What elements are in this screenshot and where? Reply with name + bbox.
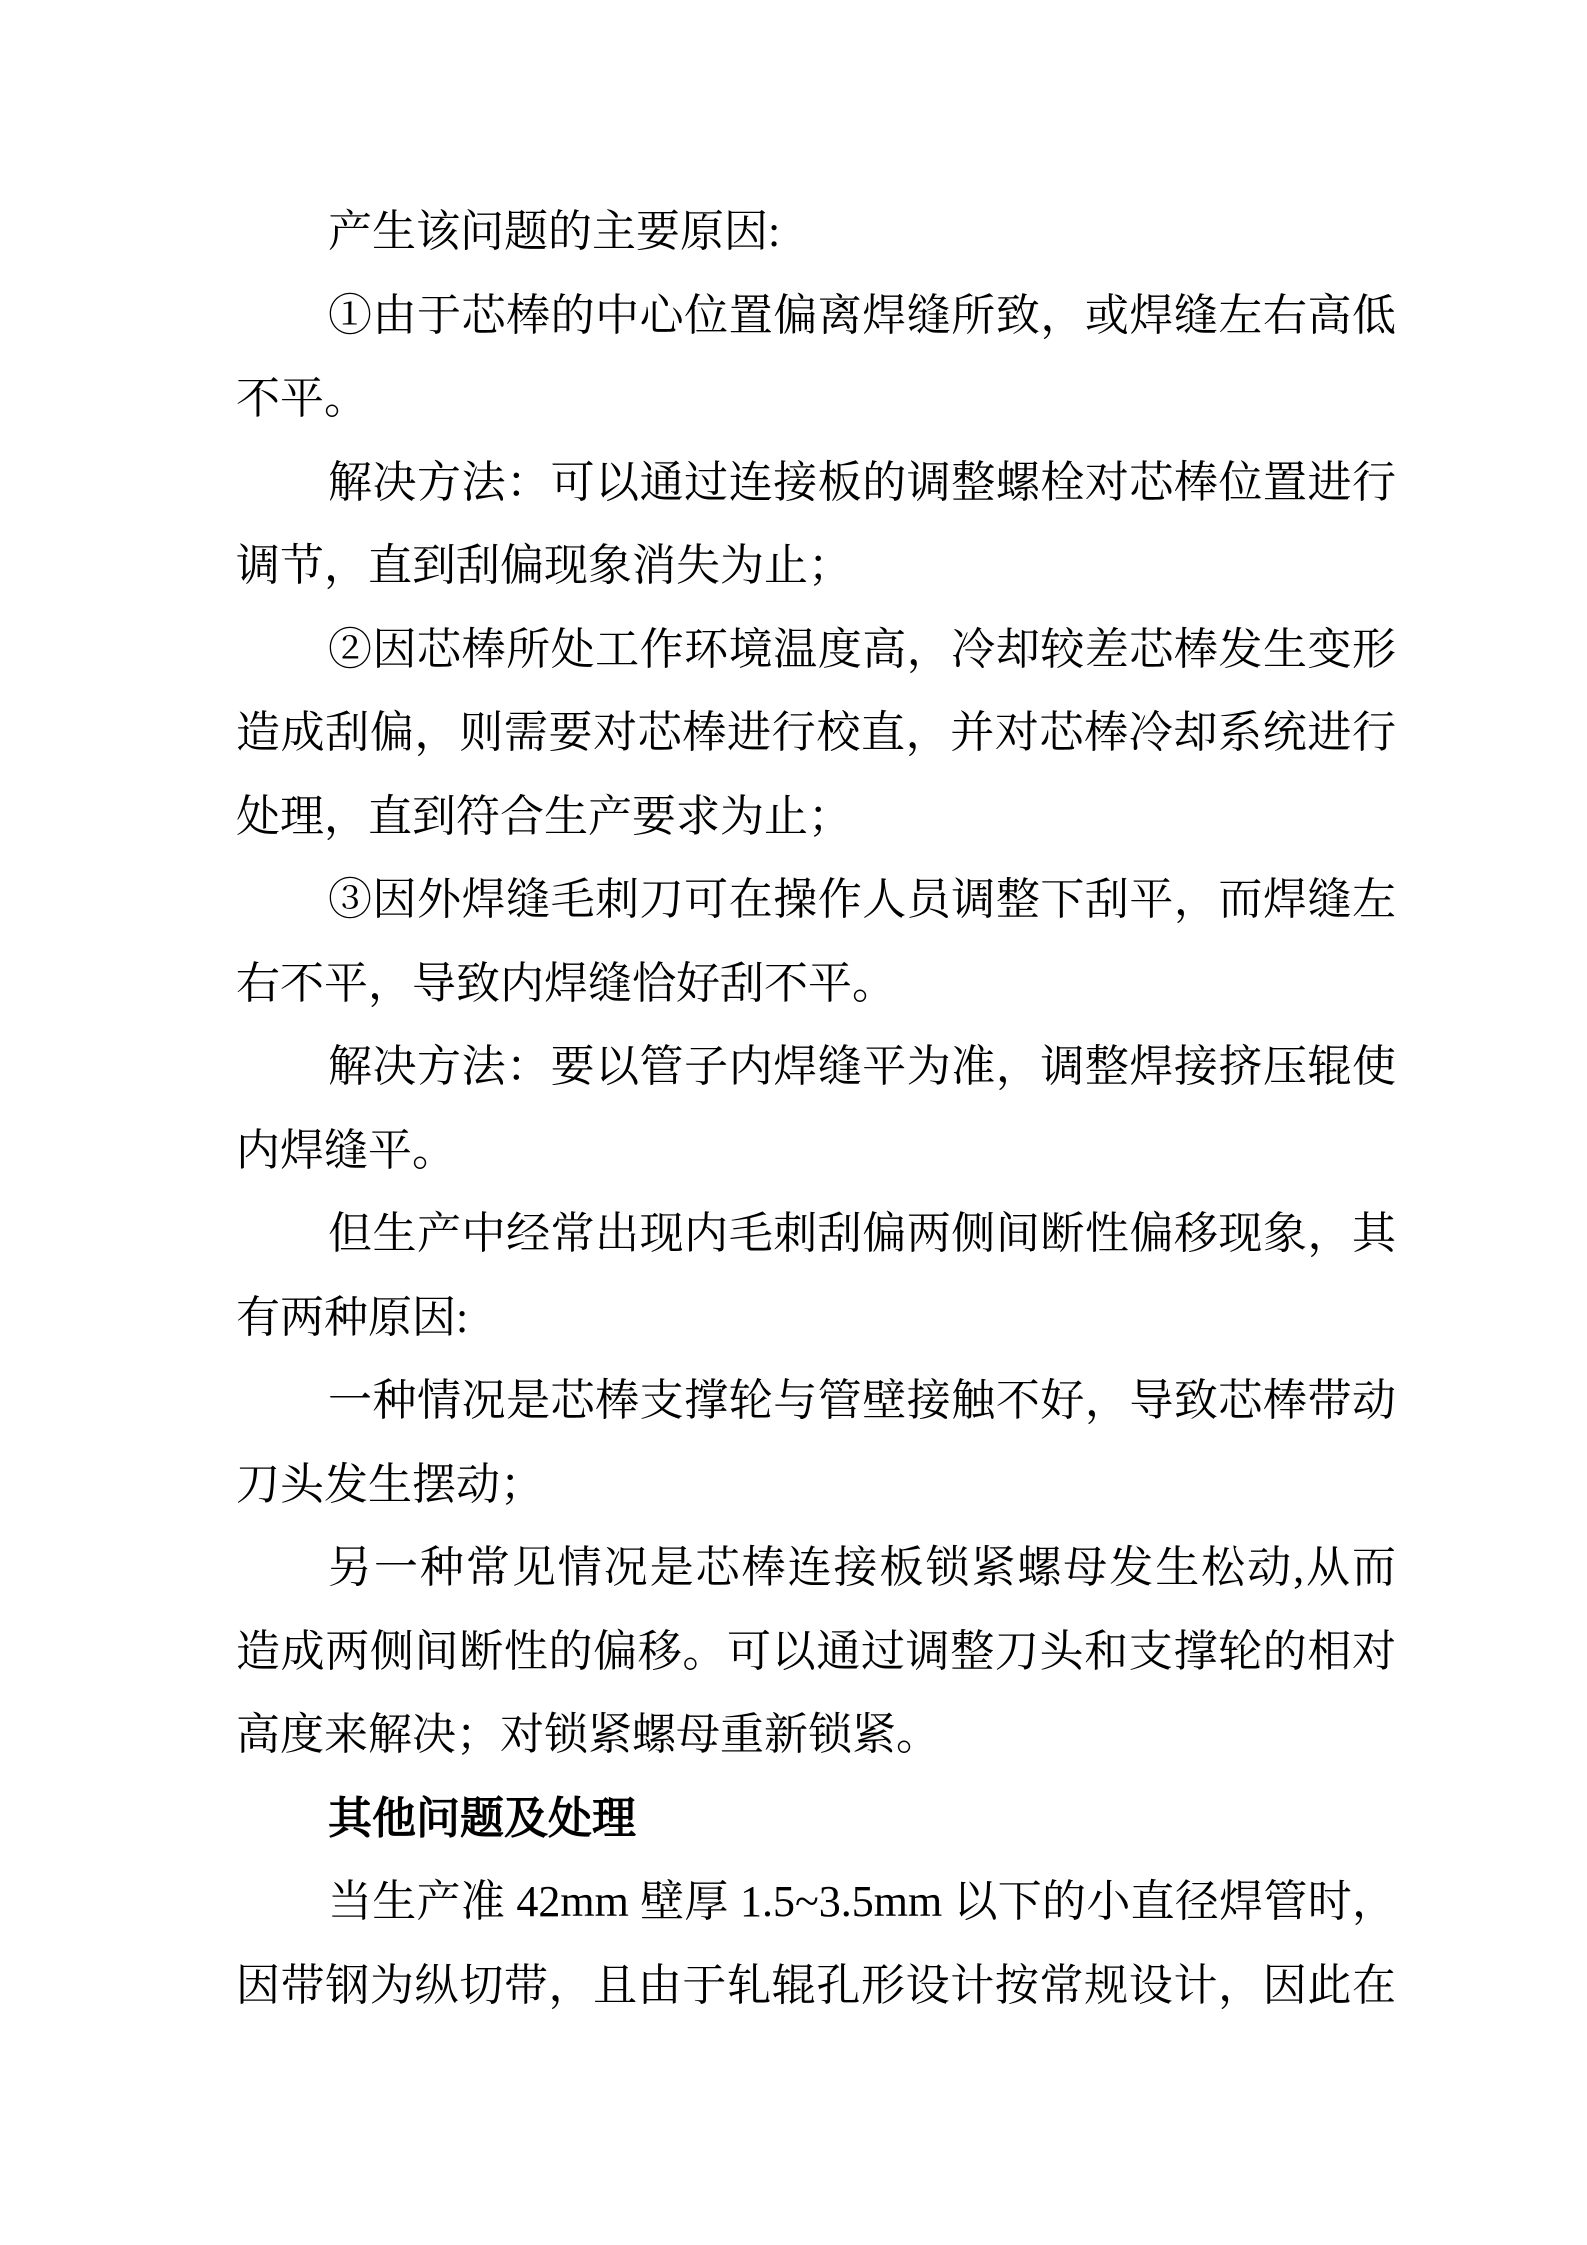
text-line: 不平。 <box>236 374 368 423</box>
text-line: 右不平，导致内焊缝恰好刮不平。 <box>236 958 896 1008</box>
text-line: 解决方法：可以通过连接板的调整螺栓对芯棒位置进行 <box>328 457 1396 507</box>
text-line: ③因外焊缝毛刺刀可在操作人员调整下刮平，而焊缝左 <box>328 875 1396 924</box>
text-line: 刀头发生摆动； <box>236 1459 544 1509</box>
heading-line: 其他问题及处理 <box>328 1793 636 1843</box>
text-line: 一种情况是芯棒支撑轮与管壁接触不好，导致芯棒带动 <box>328 1376 1396 1425</box>
text-line: 因带钢为纵切带，且由于轧辊孔形设计按常规设计，因此在 <box>236 1960 1396 2010</box>
text-line: 造成刮偏，则需要对芯棒进行校直，并对芯棒冷却系统进行 <box>236 708 1396 757</box>
text-line: ②因芯棒所处工作环境温度高，冷却较差芯棒发生变形 <box>328 624 1396 674</box>
text-line: 但生产中经常出现内毛刺刮偏两侧间断性偏移现象，其 <box>328 1209 1396 1258</box>
text-line: 调节，直到刮偏现象消失为止； <box>236 541 852 590</box>
text-line: 当生产准 42mm 壁厚 1.5~3.5mm 以下的小直径焊管时， <box>328 1877 1396 1926</box>
text-line: 处理，直到符合生产要求为止； <box>236 791 852 841</box>
text-line: 有两种原因: <box>236 1292 469 1342</box>
text-line: 产生该问题的主要原因: <box>328 207 781 256</box>
page-content <box>236 190 1396 2027</box>
text-line: 高度来解决；对锁紧螺母重新锁紧。 <box>236 1710 940 1759</box>
text-line: 解决方法：要以管子内焊缝平为准，调整焊接挤压辊使 <box>328 1042 1396 1091</box>
text-line: 造成两侧间断性的偏移。可以通过调整刀头和支撑轮的相对 <box>236 1626 1396 1676</box>
text-line: 另一种常见情况是芯棒连接板锁紧螺母发生松动,从而 <box>328 1543 1396 1592</box>
text-line: 内焊缝平。 <box>236 1125 456 1175</box>
text-line: ①由于芯棒的中心位置偏离焊缝所致，或焊缝左右高低 <box>328 290 1396 340</box>
